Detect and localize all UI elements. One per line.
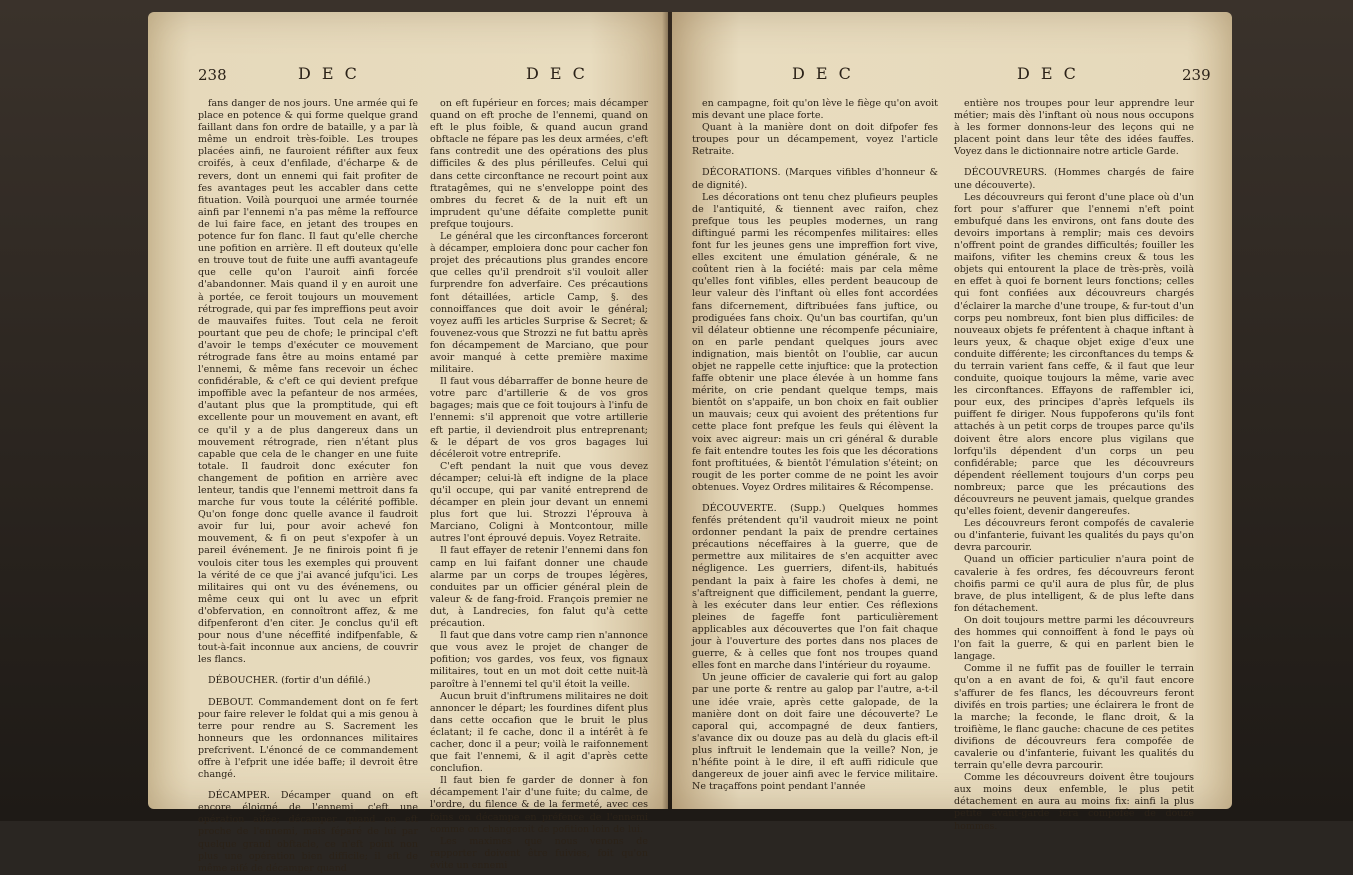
dictionary-entry: DÉCOUVERTE. (Supp.) Quelques hommes fenfés prétendent qu'il vaudroit mieux ne point ordonner pendant la paix de prendre certaines précautions néceffaires à la guerre, que de permettre aux militaires de s'en acquitter avec négligence. Les guerriers, difent-ils, habitués pendant la paix à faire les chofes à demi, ne s'aftreignent que difficilement, pendant la guerre, à les exécuter dans leur entier. Ces réflexions pleines de fageffe font particulièrement applicables aux découvertes que l'on fait chaque jour à l'ouverture des portes dans nos places de guerre, & à celles que font nos troupes quand elles font en marche dans l'intérieur du royaume. (692, 503, 938, 672)
running-head-right: D E C (526, 64, 588, 83)
right-page-header (672, 64, 1232, 94)
right-page-column-2 (954, 98, 1194, 833)
paragraph: Il faut vous débarraffer de bonne heure de votre parc d'artillerie & de vos gros bagages; mais que ce foit toujours à l'infu de l'ennemi: s'il apprenoit que votre artillerie eft partie, il deviendroit plus entreprenant; & le départ de vos gros bagages lui décéleroit votre entreprife. (430, 376, 648, 460)
paragraph: Un jeune officier de cavalerie qui fort au galop par une porte & rentre au galop par l'autre, a-t-il une idée vraie, après cette galopade, de la manière dont on doit faire une découverte? Le caporal qui, accompagné de deux fantiers, s'avance dix ou douze pas au delà du glacis eft-il plus inftruit le lendemain que la veille? Non, je n'héfite point à le dire, il eft auffi ridicule que dangereux de jouer ainfi avec le fervice militaire. Ne traçaffons point pendant l'année (692, 672, 938, 793)
running-head-right: D E C (1017, 64, 1079, 83)
paragraph: Le général que les circonftances forceront à décamper, emploiera donc pour cacher fon projet des précautions plus grandes encore que celles qu'il prendroit s'il vouloit aller furprendre fon adverfaire. Ces précautions font détaillées, article Camp, §. des connoiffances que doit avoir le général; voyez auffi les articles Surprise & Secret; & fouvenez-vous que Strozzi ne fut battu après fon décampement de Marciano, que pour avoir manqué à cette première maxime militaire. (430, 231, 648, 376)
dictionary-entry: DÉCOUVREURS. (Hommes chargés de faire une découverte). (954, 167, 1194, 191)
paragraph: Comme il ne fuffit pas de fouiller le terrain qu'on a en avant de foi, & qu'il faut encore s'affurer de fes flancs, les découvreurs feront divifés en trois parties; une éclairera le front de la marche; la feconde, le flanc droit, & la troifième, le flanc gauche: chacune de ces petites divifions de découvreurs fera compofée de cavalerie ou d'infanterie, fuivant les qualités du terrain qu'elle devra parcourir. (954, 663, 1194, 772)
paragraph: On doit toujours mettre parmi les découvreurs des hommes qui connoiffent à fond le pays où l'on fait la guerre, & qui en parlent bien le langage. (954, 614, 1194, 663)
dictionary-entry: DÉBOUCHER. (fortir d'un défilé.) (208, 675, 371, 687)
left-page-column-2 (430, 98, 648, 872)
paragraph: Comme les découvreurs doivent être toujours aux moins deux enfemble, le plus petit détachement en aura au moins fix: ainfi la plus petite avant-garde fera compofée de douze hommes. (954, 772, 1194, 832)
running-head-left: D E C (298, 64, 360, 83)
paragraph: on eft fupérieur en forces; mais décamper quand on eft proche de l'ennemi, quand on eft le plus foible, & quand aucun grand obftacle ne fépare pas les deux armées, c'eft fans contredit une des opérations des plus difficiles & des plus périlleufes. Celui qui dans cette circonftance ne recourt point aux ftratagêmes, qui ne s'enveloppe point des ombres du fecret & de la nuit eft un imprudent qu'une défaite complette punit prefque toujours. (430, 98, 648, 230)
paragraph: Aucun bruit d'inftrumens militaires ne doit annoncer le départ; les fourdines difent plus dans cette occafion que le bruit le plus éclatant; il fe cache, donc il a intérêt à fe cacher, donc il a peur; voilà le raifonnement que fait l'ennemi, & il agit d'après cette conclufion. (430, 690, 648, 775)
page-number: 238 (198, 66, 227, 84)
right-page-column-1 (692, 98, 938, 793)
left-page-header (148, 64, 668, 94)
paragraph: Il faut effayer de retenir l'ennemi dans fon camp en lui faifant donner une chaude alarme par un corps de troupes légères, conduites par un officier général plein de valeur & de fang-froid. François premier ne dut, à Landrecies, fon falut qu'à cette précaution. (430, 545, 648, 630)
paragraph: Il faut bien fe garder de donner à fon décampement l'air d'une fuite; du calme, de l'ordre, du filence & de la fermeté, avec ces foins on décampe en préfence de l'ennemi comme on changeroit de pofition loin de lui. (430, 775, 648, 835)
paragraph: Il faut que dans votre camp rien n'annonce que vous avez le projet de changer de pofition; vos gardes, vos feux, vos fignaux militaires, tout en un mot doit cette nuit-là paroître à l'ennemi tel qu'il étoit la veille. (430, 630, 648, 690)
paragraph: Les maximes que nous venons de rapporter doivent être fuivies, foit qu'on évite un ennemi (430, 835, 648, 871)
page-number: 239 (1182, 66, 1211, 84)
right-page (672, 12, 1232, 832)
dictionary-entry: DÉCORATIONS. (Marques vifibles d'honneur & de dignité). (692, 167, 938, 191)
paragraph: Les découvreurs qui feront d'une place où d'un fort pour s'affurer que l'ennemi n'eft point embufqué dans les environs, ont fans doute des devoirs importans à remplir; mais ces devoirs n'offrent point de grandes difficultés; fouiller les maifons, vifiter les chemins creux & tous les objets qui entourent la place de très-près, voilà en effet à quoi fe bornent leurs fonctions; celles qui font confiées aux découvreurs chargés d'éclairer la marche d'une troupe, & fur-tout d'un corps peu nombreux, font bien plus difficiles: de nouveaux objets fe préfentent à chaque inftant à leurs yeux, & chaque objet exige d'eux une conduite différente; les circonftances du temps & du terrain varient fans ceffe, & il faut que leur conduite, quoique toujours la même, varie avec les circonftances. Effayons de raffembler ici, pour eux, des principes d'après lefquels ils puiffent fe diriger. Nous fuppoferons qu'ils font attachés à un petit corps de troupes parce qu'ils doivent être alors encore plus vigilans que lorfqu'ils dépendent d'un corps un peu confidérable; parce que les découvreurs dépendent réellement toujours d'un corps peu nombreux; parce que les précautions des découvreurs ne peuvent jamais, quelque grandes qu'elles foient, devenir dangereufes. (954, 191, 1194, 518)
dictionary-entry: DÉCAMPER. Décamper quand on eft encore éloigné de l'ennemi, c'eft une opération aifée; décamper quand on eft proche de l'ennemi, mais féparé de lui par quelque grand obftacle, ce n'eft point non plus une opération bien difficile; il eft de même aifé de décamper quand (198, 790, 418, 874)
left-page-column-1 (198, 98, 418, 875)
paragraph: entière nos troupes pour leur apprendre leur métier; mais dès l'inftant où nous nous occupons à les former donnons-leur des leçons qui ne placent point dans leur tête des idées fauffes. Voyez dans le dictionnaire notre article Garde. (954, 98, 1194, 158)
running-head-left: D E C (792, 64, 854, 83)
paragraph: fans danger de nos jours. Une armée qui fe place en potence & qui forme quelque grand faillant dans fon ordre de bataille, y a par là même un endroit très-foible. Les troupes placées ainfi, ne fauroient réfifter aux feux croifés, à ceux d'enfilade, d'écharpe & de revers, dont un ennemi qui fait profiter de fes avantages peut les accabler dans cette fituation. Voilà pourquoi une armée tournée ainfi par l'ennemi n'a pas même la reffource de lui faire face, en jetant des troupes en potence fur fon flanc. Il faut qu'elle cherche une pofition en arrière. Il eft douteux qu'elle en trouve tout de fuite une auffi avantageufe que celle qu'on l'auroit ainfi forcée d'abandonner. Mais quand il y en auroit une à portée, ce feroit toujours un mouvement rétrograde, qui par fes impreffions peut avoir de mauvaifes fuites. Tout cela ne feroit pourtant que peu de chofe; le principal c'eft d'avoir le temps d'exécuter ce mouvement rétrograde fans être au moins entamé par l'ennemi, & même fans recevoir un échec confidérable, & c'eft ce qui devient prefque impoffible avec la pefanteur de nos armées, d'autant plus que la promptitude, qui eft excellente pour un mouvement en avant, eft ce qu'il y a de plus dangereux dans un mouvement rétrograde, rien n'étant plus capable que cela de le changer en une fuite totale. Il faudroit donc exécuter fon changement de pofition en arrière avec lenteur, tandis que l'ennemi mettroit dans fa marche fur vous toute la célérité poffible. Qu'on fonge donc quelle avance il faudroit avoir fur lui, pour avoir achevé fon mouvement, & fi on peut s'expofer à un pareil événement. Je ne finirois point fi je voulois citer tous les exemples qui prouvent la vérité de ce que j'ai avancé jufqu'ici. Les militaires qui ont vu des événemens, ou même ceux qui ont lu avec un efprit d'obfervation, en connoîtront affez, & me difpenferont d'en citer. Je conclus qu'il eft pour nous d'une néceffité indifpenfable, & tout-à-fait inconnue aux anciens, de couvrir les flancs. (198, 98, 418, 666)
paragraph: Les découvreurs feront compofés de cavalerie ou d'infanterie, fuivant les qualités du pays qu'on devra parcourir. (954, 518, 1194, 554)
paragraph: Quand un officier particulier n'aura point de cavalerie à fes ordres, fes découvreurs feront choifis parmi ce qu'il aura de plus fûr, de plus brave, de plus intelligent, & de plus lefte dans fon détachement. (954, 554, 1194, 614)
paragraph: C'eft pendant la nuit que vous devez décamper; celui-là eft indigne de la place qu'il occupe, qui par vanité entreprend de décamper en plein jour devant un ennemi plus fort que lui. Strozzi l'éprouva à Marciano, Coligni à Montcontour, mille autres l'ont éprouvé depuis. Voyez Retraite. (430, 460, 648, 545)
left-page (148, 12, 668, 874)
paragraph: en campagne, foit qu'on lève le fiège qu'on avoit mis devant une place forte. (692, 98, 938, 122)
dictionary-entry: DEBOUT. Commandement dont on fe fert pour faire relever le foldat qui a mis genou à terre pour rendre au S. Sacrement les honneurs que les ordonnances militaires prefcrivent. L'énoncé de ce commandement offre à l'efprit une idée baffe; il devroit être changé. (198, 696, 418, 781)
paragraph: Les décorations ont tenu chez plufieurs peuples de l'antiquité, & tiennent avec raifon, chez prefque tous les peuples modernes, un rang diftingué parmi les récompenfes militaires: elles font fur les jeunes gens une impreffion fort vive, elles excitent une émulation générale, & ne coûtent rien à la fociété: mais par cela même qu'elles font vifibles, elles perdent beaucoup de leur valeur dès l'inftant où elles font accordées fans difcernement, diftribuées fans juftice, ou prodiguées fans choix. Qu'un bas courtifan, qu'un vil délateur obtienne une récompenfe pécuniaire, on en parle pendant quelques jours avec indignation, mais bientôt on l'oublie, car aucun objet ne rappelle cette injuftice: que la protection faffe obtenir une place élevée à un homme fans mérite, on crie pendant quelque temps, mais bientôt on s'appaife, un bon choix en fait oublier un mauvais; ceux qui avoient des prétentions fur cette place font prefque les feuls qui élèvent la voix avec aigreur: mais un cri général & durable fe fait entendre toutes les fois que les décorations font proftituées, & bientôt l'émulation s'éteint; on rougit de les porter comme de ne point les avoir obtenues. Voyez Ordres militaires & Récompense. (692, 191, 938, 493)
paragraph: Quant à la manière dont on doit difpofer fes troupes pour un décampement, voyez l'article Retraite. (692, 122, 938, 158)
